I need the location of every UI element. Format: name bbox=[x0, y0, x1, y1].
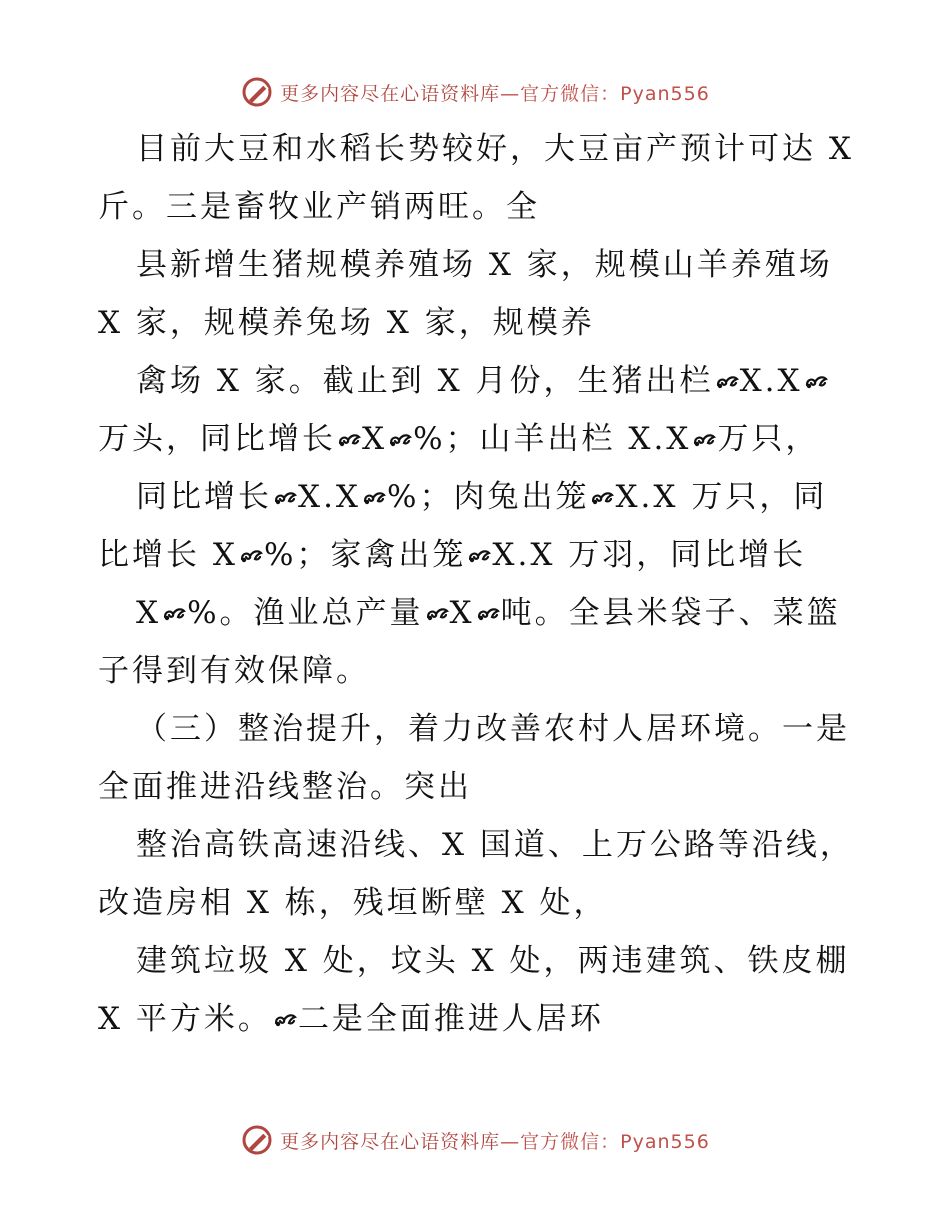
text-segment: 建筑垃圾 X 处，坟头 X 处，两违建筑、铁皮棚 bbox=[136, 943, 850, 979]
text-segment: 县新增生猪规模养殖场 X 家，规模山羊养殖场 bbox=[136, 247, 833, 283]
text-segment: 改造房相 X 栋，残垣断壁 X 处， bbox=[98, 885, 608, 921]
text-line bbox=[98, 874, 858, 932]
text-segment: %；山羊出栏 X.X bbox=[413, 421, 692, 457]
text-segment: 吨。全县米袋子、菜篮 bbox=[500, 595, 841, 631]
text-segment: 全面推进沿线整治。突出 bbox=[98, 769, 472, 805]
text-segment: %；肉兔出笼 bbox=[387, 479, 590, 515]
text-segment: 比增长 X bbox=[98, 537, 238, 573]
watermark-left-text: 更多内容尽在心语资料库 bbox=[280, 1130, 501, 1153]
text-segment: %；家禽出笼 bbox=[263, 537, 467, 573]
text-line bbox=[98, 758, 858, 816]
text-segment: X bbox=[362, 421, 388, 457]
text-line bbox=[98, 410, 858, 468]
text-segment: 禽场 X 家。截止到 X 月份，生猪出栏 bbox=[136, 363, 714, 399]
text-segment: 整治高铁高速沿线、X 国道、上万公路等沿线， bbox=[136, 827, 854, 863]
pen-logo-icon bbox=[240, 75, 274, 109]
swirl-glyph-icon bbox=[273, 488, 297, 506]
text-segment: X bbox=[449, 595, 475, 631]
footer-watermark bbox=[0, 1120, 950, 1160]
swirl-glyph-icon bbox=[388, 430, 412, 448]
document-body bbox=[98, 120, 858, 1048]
text-segment: X.X bbox=[298, 479, 361, 515]
watermark-right-text: —官方微信：Pyan556 bbox=[500, 1130, 710, 1153]
text-segment: 目前大豆和水稻长势较好，大豆亩产预计可达 X bbox=[136, 131, 854, 167]
swirl-glyph-icon bbox=[692, 430, 716, 448]
text-segment: X 平方米。 bbox=[98, 1001, 272, 1037]
text-segment: X.X 万只，同 bbox=[615, 479, 828, 515]
swirl-glyph-icon bbox=[804, 372, 828, 390]
text-line bbox=[98, 120, 858, 178]
swirl-glyph-icon bbox=[337, 430, 361, 448]
text-segment: X bbox=[136, 595, 162, 631]
text-segment: 万只， bbox=[717, 421, 820, 457]
header-watermark bbox=[0, 72, 950, 112]
swirl-glyph-icon bbox=[239, 546, 263, 564]
text-line bbox=[98, 352, 858, 410]
text-segment: X.X bbox=[739, 363, 803, 399]
text-line bbox=[98, 584, 858, 642]
text-line bbox=[98, 526, 858, 584]
swirl-glyph-icon bbox=[362, 488, 386, 506]
swirl-glyph-icon bbox=[162, 604, 186, 622]
text-line bbox=[98, 932, 858, 990]
text-line bbox=[98, 642, 858, 700]
text-line bbox=[98, 294, 858, 352]
watermark-right-text: —官方微信：Pyan556 bbox=[500, 82, 710, 105]
swirl-glyph-icon bbox=[590, 488, 614, 506]
text-segment: %。渔业总产量 bbox=[187, 595, 424, 631]
swirl-glyph-icon bbox=[476, 604, 500, 622]
text-segment: 二是全面推进人居环 bbox=[297, 1001, 604, 1037]
text-segment: X 家，规模养兔场 X 家，规模养 bbox=[98, 305, 595, 341]
text-line bbox=[98, 468, 858, 526]
text-line bbox=[98, 990, 858, 1048]
text-segment: X.X 万羽，同比增长 bbox=[492, 537, 807, 573]
swirl-glyph-icon bbox=[467, 546, 491, 564]
text-line bbox=[98, 816, 858, 874]
text-line bbox=[98, 700, 858, 758]
text-segment: 斤。三是畜牧业产销两旺。全 bbox=[98, 189, 540, 225]
text-segment: （三）整治提升，着力改善农村人居环境。一是 bbox=[136, 711, 850, 747]
swirl-glyph-icon bbox=[425, 604, 449, 622]
text-segment: 同比增长 bbox=[136, 479, 272, 515]
text-line bbox=[98, 178, 858, 236]
swirl-glyph-icon bbox=[715, 372, 739, 390]
text-segment: 万头，同比增长 bbox=[98, 421, 336, 457]
watermark-left-text: 更多内容尽在心语资料库 bbox=[280, 82, 501, 105]
text-segment: 子得到有效保障。 bbox=[98, 653, 370, 689]
pen-logo-icon bbox=[240, 1123, 274, 1157]
swirl-glyph-icon bbox=[273, 1010, 297, 1028]
text-line bbox=[98, 236, 858, 294]
